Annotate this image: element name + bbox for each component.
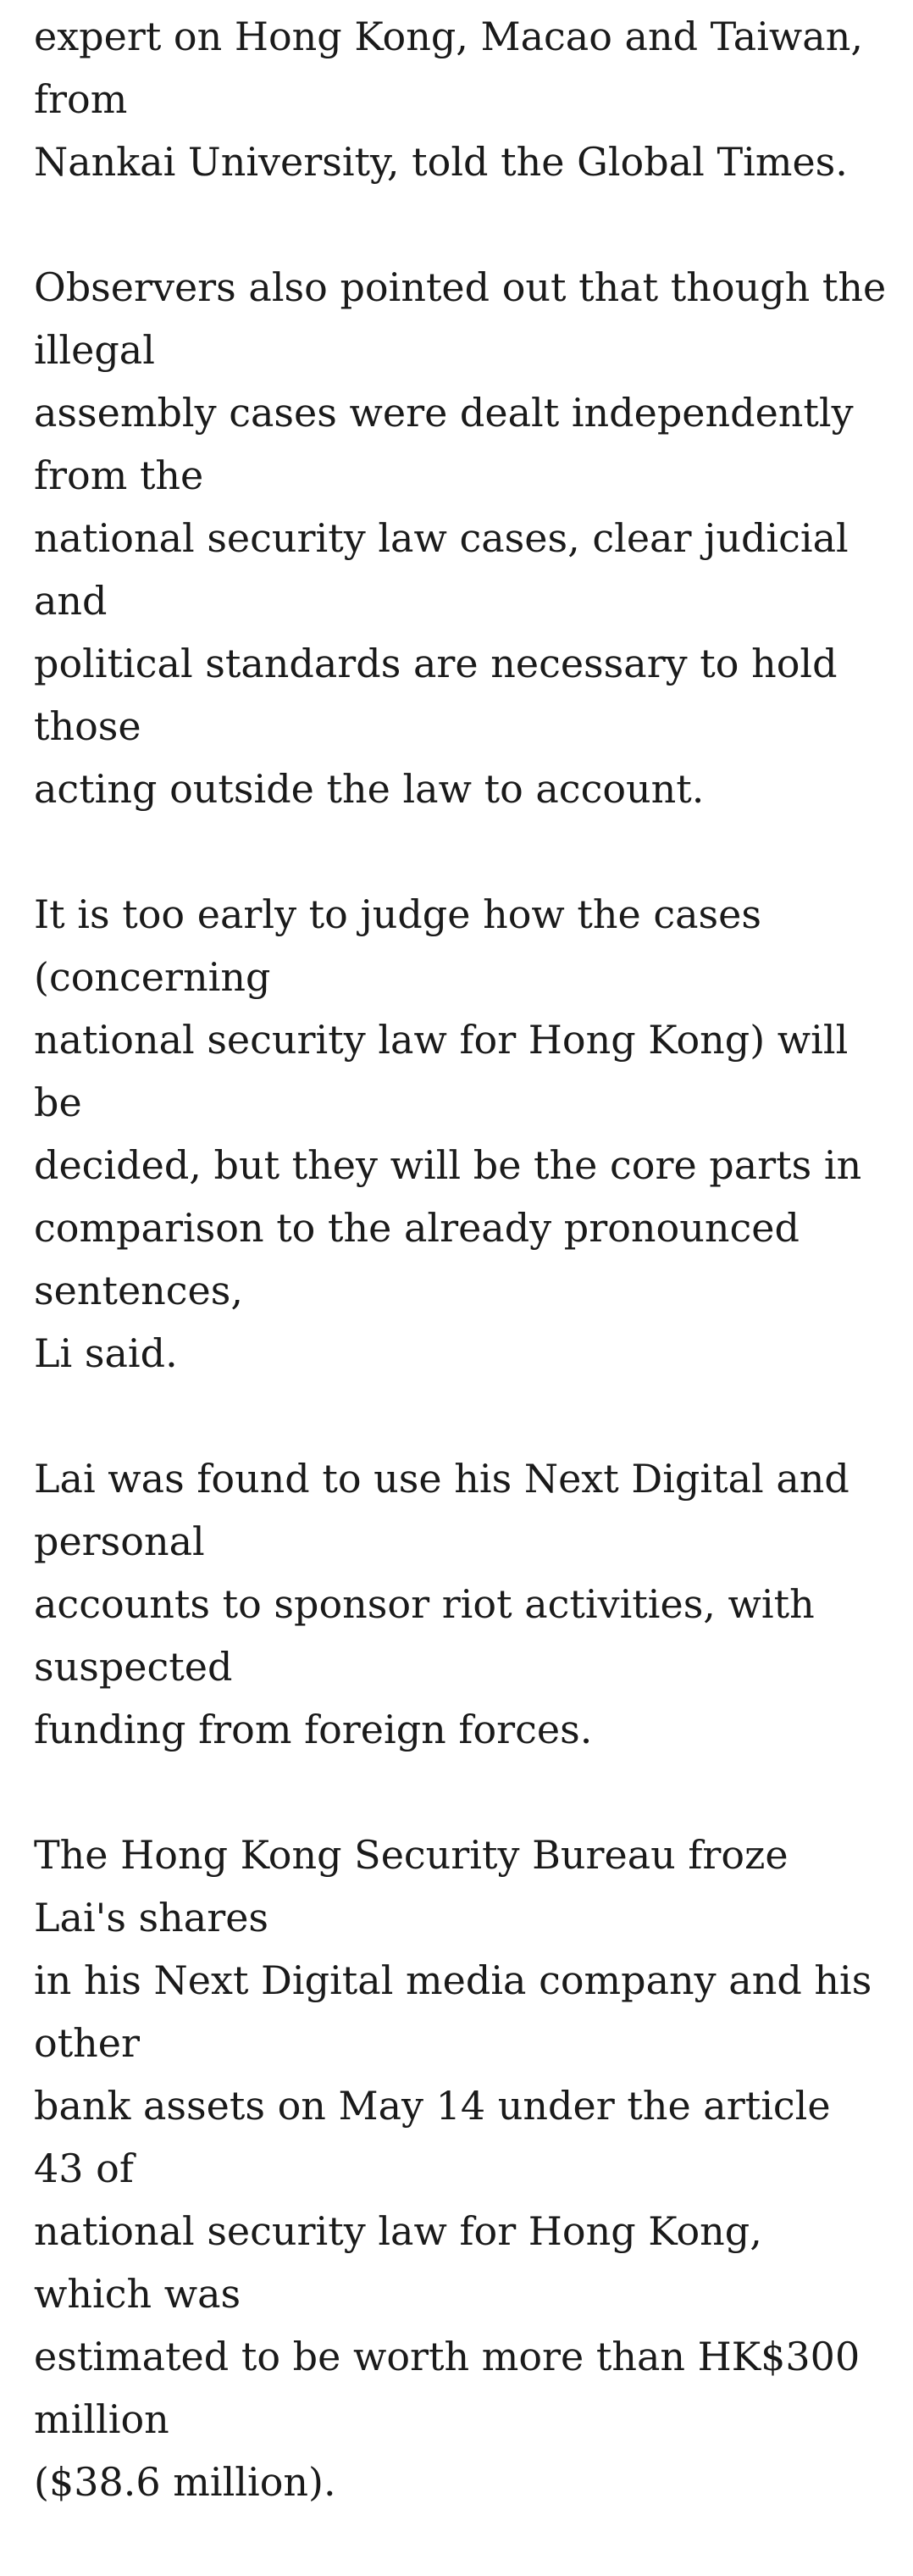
article-line: ($38.6 million).	[34, 2459, 336, 2505]
article-paragraph	[34, 5, 889, 193]
article-paragraph	[34, 1824, 889, 2513]
article-line: decided, but they will be the core parts in	[34, 1142, 862, 1188]
article-line: expert on Hong Kong, Macao and Taiwan, from	[34, 14, 863, 122]
article-line: national security law for Hong Kong) will be	[34, 1017, 849, 1125]
article-paragraph	[34, 883, 889, 1385]
article-line: funding from foreign forces.	[34, 1707, 593, 1752]
article-line: political standards are necessary to hold those	[34, 641, 838, 749]
article-body	[34, 5, 889, 2576]
article-line: national security law cases, clear judicial and	[34, 515, 849, 624]
article-line: estimated to be worth more than HK$300 million	[34, 2334, 860, 2442]
article-line: national security law for Hong Kong, which was	[34, 2208, 762, 2317]
article-line: in his Next Digital media company and his other	[34, 1957, 872, 2066]
article-line: Observers also pointed out that though the illegal	[34, 264, 887, 373]
article-line: bank assets on May 14 under the article 43 of	[34, 2083, 831, 2191]
article-line: assembly cases were dealt independently from the	[34, 390, 854, 498]
article-paragraph	[34, 1447, 889, 1761]
article-line: Nankai University, told the Global Times.	[34, 139, 848, 185]
article-line: comparison to the already pronounced sentences,	[34, 1205, 800, 1313]
article-line: It is too early to judge how the cases (concerning	[34, 891, 761, 1000]
article-line: The Hong Kong Security Bureau froze Lai's shares	[34, 1832, 788, 1940]
article-line: Li said.	[34, 1330, 178, 1376]
article-line: accounts to sponsor riot activities, with suspected	[34, 1581, 815, 1690]
article-line: acting outside the law to account.	[34, 766, 705, 812]
article-paragraph	[34, 256, 889, 820]
article-line: Lai was found to use his Next Digital and personal	[34, 1456, 849, 1564]
